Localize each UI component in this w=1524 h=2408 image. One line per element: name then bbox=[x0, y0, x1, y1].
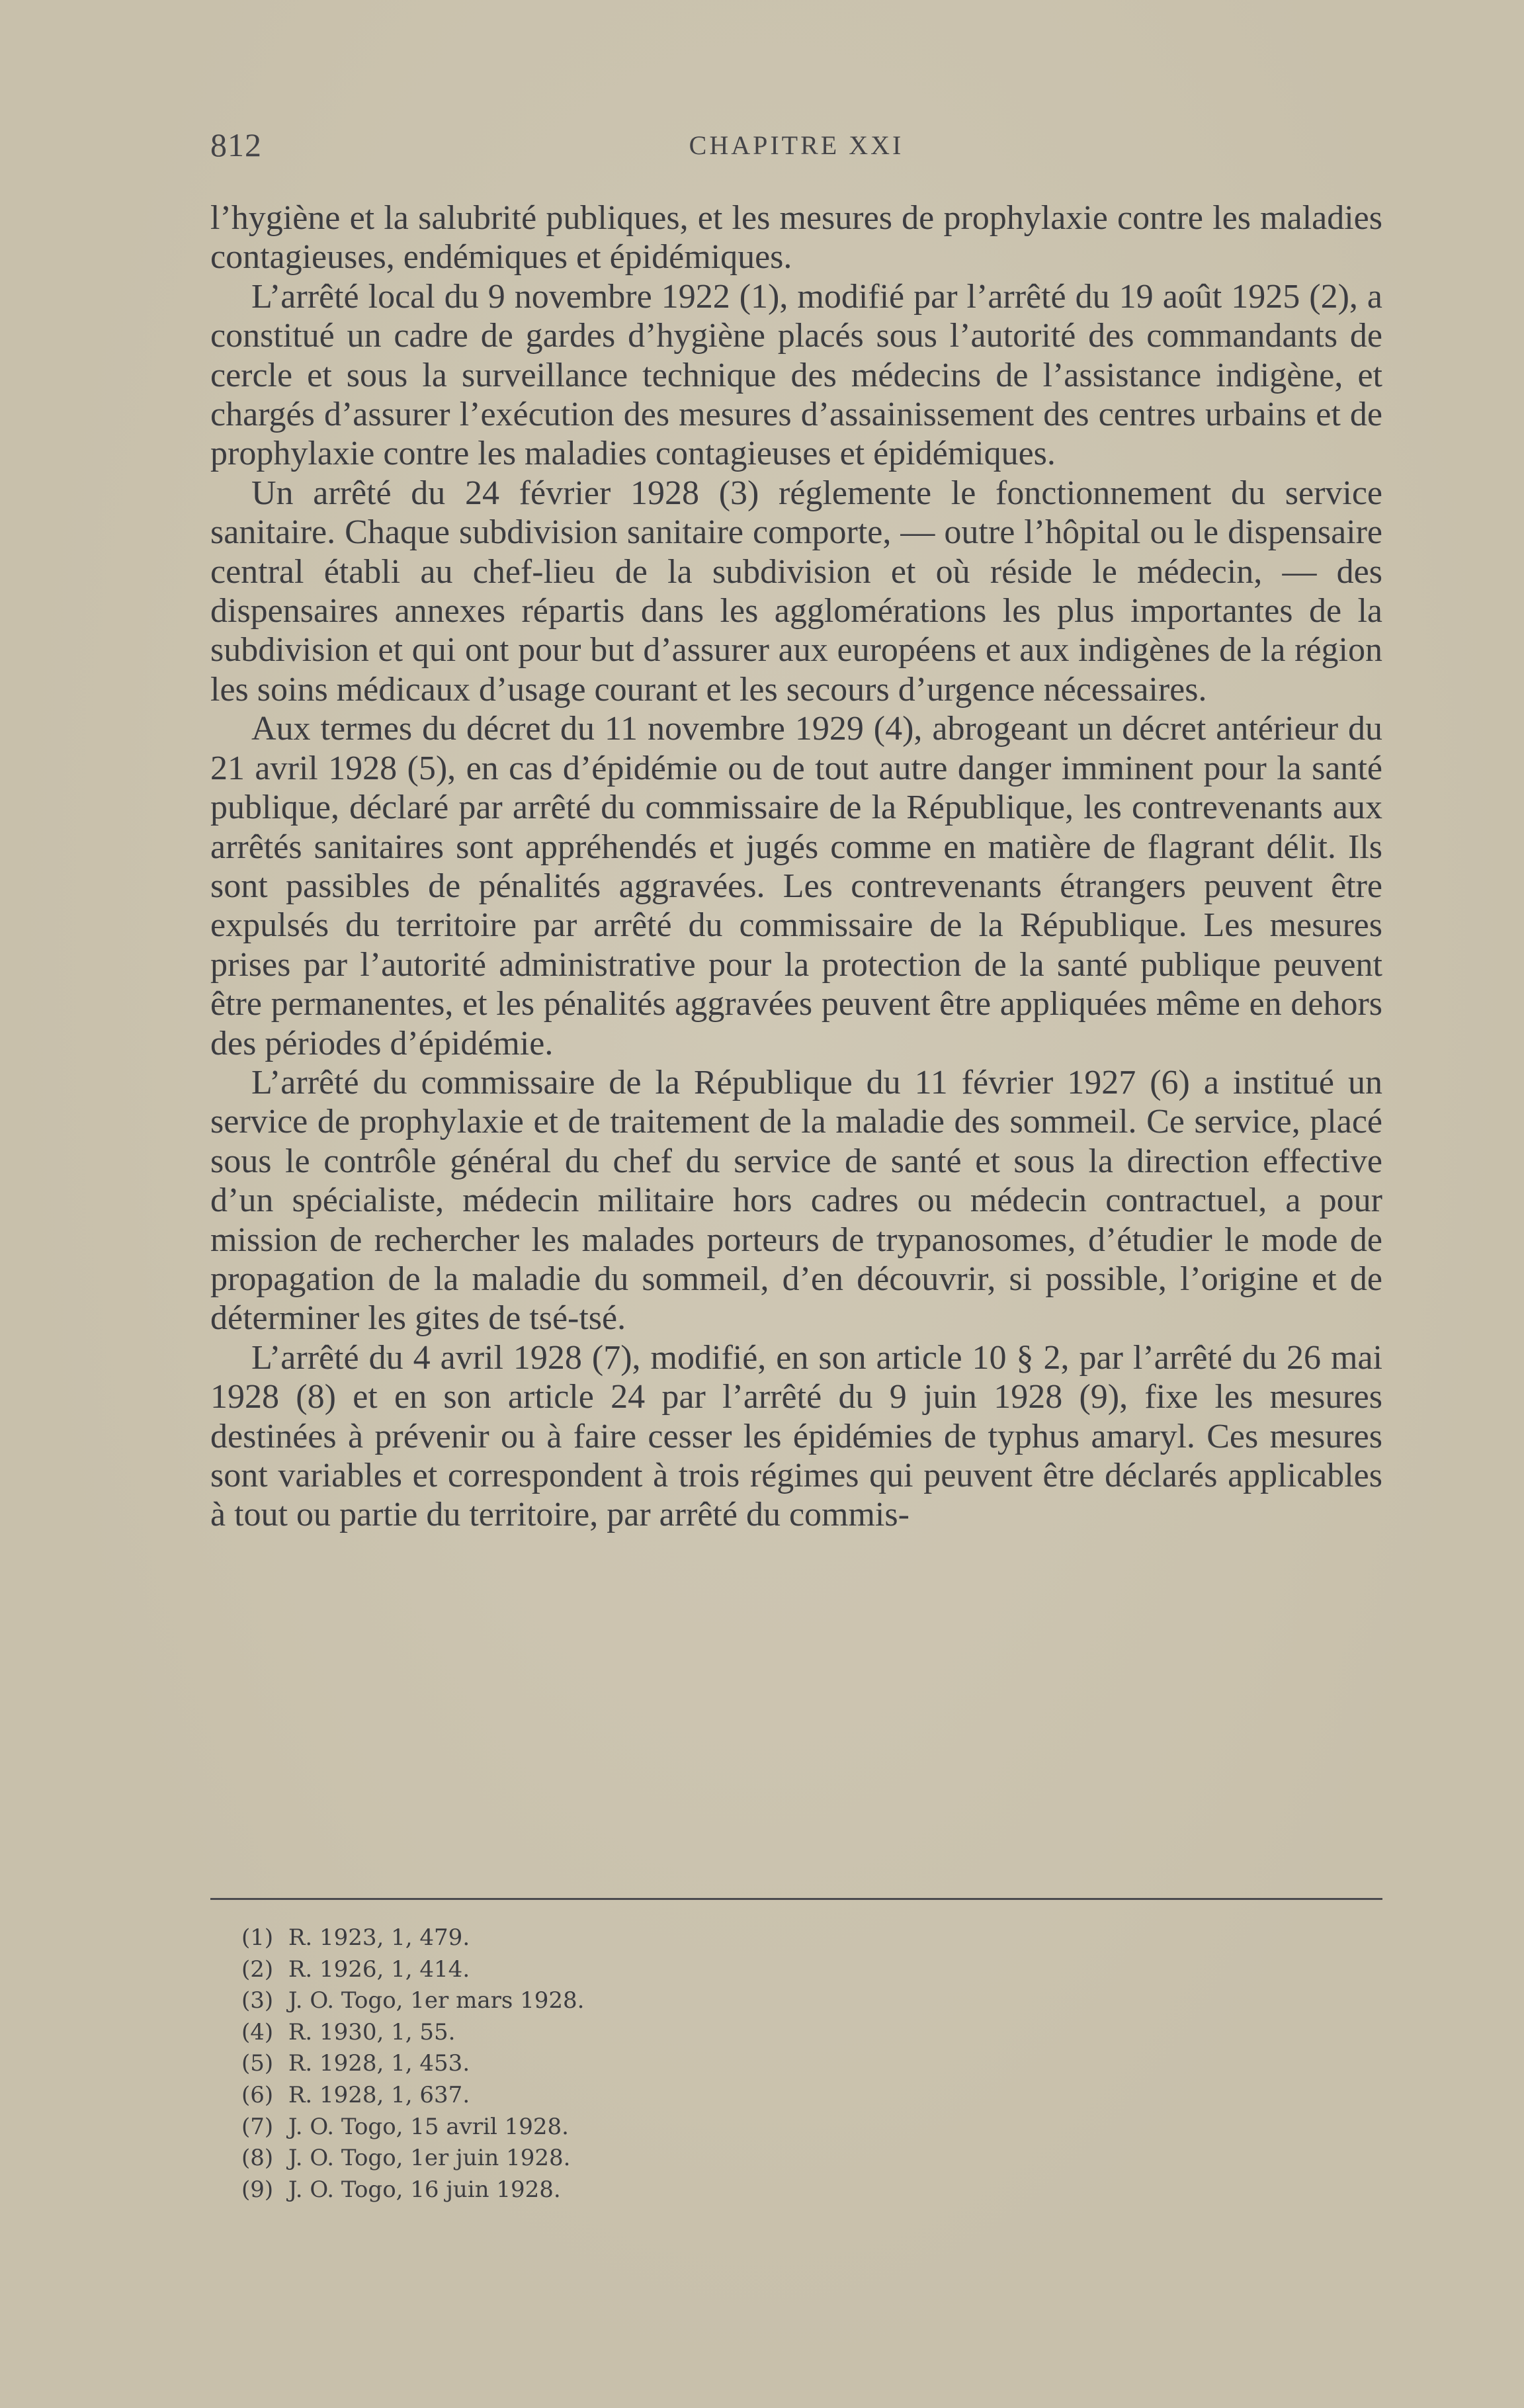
paragraph-gardes-hygiene: L’arrêté local du 9 novembre 1922 (1), modifié par l’arrêté du 19 août 1925 (2), a constitué un cadre de gardes d’hygiène placés sous l’autorité des commandants de cercle et sous la surveillance technique des médecins de l’assistance indigène, et chargés d’assurer l’exécution des mesures d’assainissement des centres urbains et de prophylaxie contre les maladies contagieuses et épidémiques. bbox=[210, 277, 1382, 473]
paragraph-decret-epidemie: Aux termes du décret du 11 novembre 1929 (4), abrogeant un décret antérieur du 21 avril 1928 (5), en cas d’épidémie ou de tout autre danger imminent pour la santé publique, déclaré par arrêté du commissaire de la République, les contrevenants aux arrêtés sanitaires sont appréhendés et jugés comme en matière de flagrant délit. Ils sont passibles de pénalités aggravées. Les contrevenants étrangers peuvent être expulsés du territoire par arrêté du commissaire de la République. Les mesures prises par l’autorité administrative pour la protection de la santé publique peuvent être permanentes, et les pénalités aggravées peuvent être appliquées même en dehors des périodes d’épidémie. bbox=[210, 710, 1382, 1062]
footnote-mark: (4) bbox=[241, 2018, 274, 2045]
footnote-text: J. O. Togo, 1er mars 1928. bbox=[288, 1987, 585, 2014]
footnote-text: J. O. Togo, 16 juin 1928. bbox=[288, 2176, 561, 2203]
footnote-4 bbox=[241, 2017, 1035, 2049]
footnote-text: J. O. Togo, 1er juin 1928. bbox=[288, 2145, 571, 2172]
page-number: 812 bbox=[210, 126, 262, 163]
footnote-3 bbox=[241, 1985, 1035, 2017]
paragraph-typhus-amaryl: L’arrêté du 4 avril 1928 (7), modifié, en son article 10 § 2, par l’arrêté du 26 mai 1928 (8) et en son article 24 par l’arrêté du 9 juin 1928 (9), fixe les mesures destinées à prévenir ou à faire cesser les épidémies de typhus amaryl. Ces mesures sont variables et correspondent à trois régimes qui peuvent être déclarés applicables à tout ou partie du territoire, par arrêté du commis- bbox=[210, 1338, 1382, 1534]
footnote-mark: (6) bbox=[241, 2081, 274, 2108]
page-header bbox=[210, 126, 1382, 165]
footnotes bbox=[241, 1922, 1035, 2206]
footnote-mark: (7) bbox=[241, 2113, 274, 2140]
footnote-8 bbox=[241, 2143, 1035, 2174]
footnote-5 bbox=[241, 2048, 1035, 2080]
footnote-text: R. 1928, 1, 453. bbox=[288, 2050, 470, 2077]
footnote-9 bbox=[241, 2174, 1035, 2206]
footnote-6 bbox=[241, 2080, 1035, 2112]
footnote-mark: (2) bbox=[241, 1956, 274, 1983]
footnote-mark: (5) bbox=[241, 2050, 274, 2077]
footnote-7 bbox=[241, 2112, 1035, 2143]
footnote-mark: (1) bbox=[241, 1924, 274, 1951]
footnote-text: R. 1926, 1, 414. bbox=[288, 1956, 470, 1983]
footnote-text: J. O. Togo, 15 avril 1928. bbox=[288, 2113, 569, 2140]
footnote-mark: (3) bbox=[241, 1987, 274, 2014]
footnote-mark: (9) bbox=[241, 2176, 274, 2203]
paragraph-maladie-sommeil: L’arrêté du commissaire de la République du 11 février 1927 (6) a institué un service de prophylaxie et de traitement de la maladie des sommeil. Ce service, placé sous le contrôle général du chef du service de santé et sous la direction effective d’un spécialiste, médecin militaire hors cadres ou médecin contractuel, a pour mission de rechercher les malades porteurs de trypanosomes, d’étudier le mode de propagation de la maladie du sommeil, d’en découvrir, si possible, l’origine et de déterminer les gites de tsé-tsé. bbox=[210, 1063, 1382, 1338]
footnote-1 bbox=[241, 1922, 1035, 1954]
footnote-mark: (8) bbox=[241, 2145, 274, 2172]
footnote-text: R. 1930, 1, 55. bbox=[288, 2018, 456, 2045]
footnote-divider bbox=[210, 1898, 1382, 1900]
running-title: CHAPITRE XXI bbox=[689, 130, 904, 160]
paragraph-hygiene-continued: l’hygiène et la salubrité publiques, et les mesures de prophylaxie contre les maladies contagieuses, endémiques et épidémiques. bbox=[210, 199, 1382, 277]
main-text bbox=[210, 198, 1382, 1535]
paragraph-service-sanitaire: Un arrêté du 24 février 1928 (3) réglemente le fonctionnement du service sanitaire. Chaque subdivision sanitaire comporte, — outre l’hôpital ou le dispensaire central établi au chef-lieu de la subdivision et où réside le médecin, — des dispensaires annexes répartis dans les agglomérations les plus importantes de la subdivision et qui ont pour but d’assurer aux européens et aux indigènes de la région les soins médicaux d’usage courant et les secours d’urgence nécessaires. bbox=[210, 474, 1382, 709]
footnote-2 bbox=[241, 1954, 1035, 1986]
footnote-text: R. 1928, 1, 637. bbox=[288, 2081, 470, 2108]
footnote-text: R. 1923, 1, 479. bbox=[288, 1924, 470, 1951]
